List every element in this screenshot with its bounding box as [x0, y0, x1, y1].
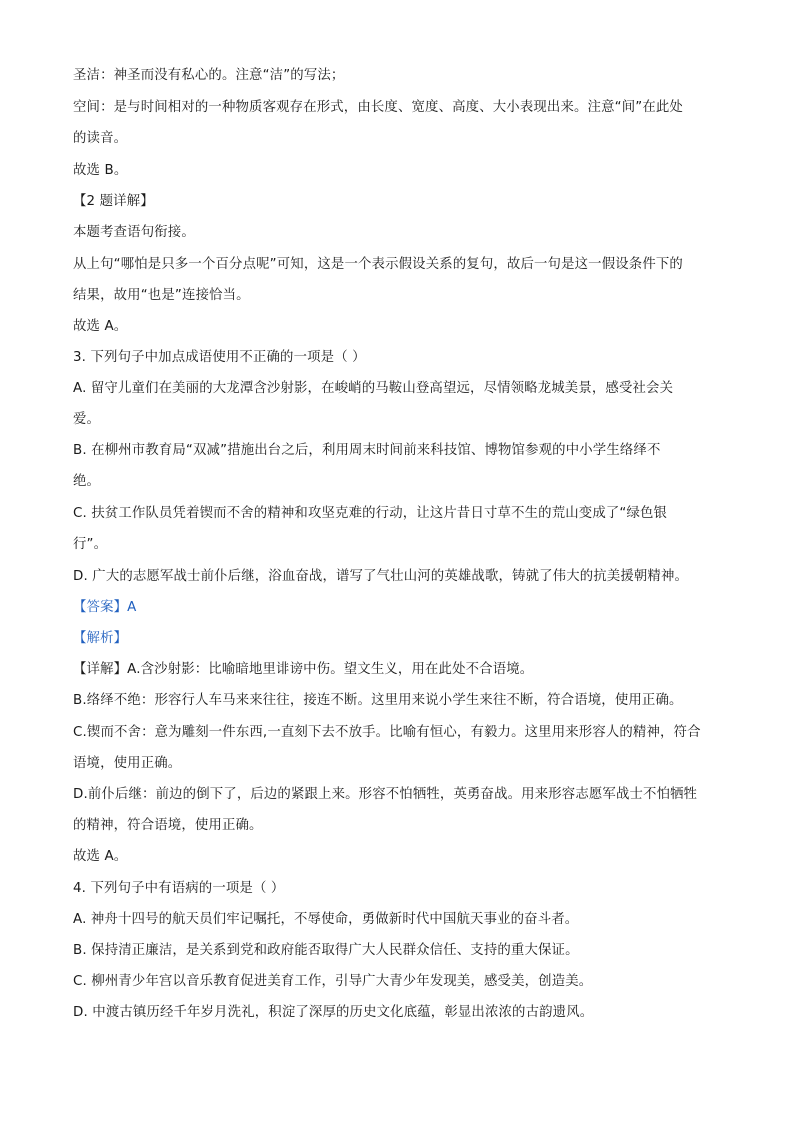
- option-b-continued: 绝。: [73, 474, 101, 489]
- option-d: D. 中渡古镇历经千年岁月洗礼，积淀了深厚的历史文化底蕴，彰显出浓浓的古韵遗风。: [73, 1005, 594, 1020]
- text-line: 空间：是与时间相对的一种物质客观存在形式，由长度、宽度、高度、大小表现出来。注意“间”在此处: [73, 100, 683, 115]
- text-line: 故选 B。: [73, 163, 128, 178]
- analysis-label: 【解析】: [73, 631, 128, 646]
- option-c: C. 柳州青少年宫以音乐教育促进美育工作，引导广大青少年发现美，感受美，创造美。: [73, 974, 593, 989]
- text-line: 本题考查语句衔接。: [73, 225, 195, 240]
- explanation-line: 的精神，符合语境，使用正确。: [73, 818, 263, 833]
- explanation-line: B.络绎不绝：形容行人车马来来往往，接连不断。这里用来说小学生来往不断，符合语境，使用正确。: [73, 693, 683, 708]
- option-a: A. 留守儿童们在美丽的大龙潭含沙射影，在峻峭的马鞍山登高望远，尽情领略龙城美景，感受社会关: [73, 381, 674, 396]
- option-a: A. 神舟十四号的航天员们牢记嘱托，不辱使命，勇做新时代中国航天事业的奋斗者。: [73, 912, 579, 927]
- section-heading: 【2 题详解】: [73, 194, 154, 209]
- explanation-line: 【详解】A.含沙射影：比喻暗地里诽谤中伤。望文生义，用在此处不合语境。: [73, 662, 534, 677]
- option-b: B. 保持清正廉洁，是关系到党和政府能否取得广大人民群众信任、支持的重大保证。: [73, 943, 579, 958]
- text-line: 圣洁：神圣而没有私心的。注意“洁”的写法；: [73, 68, 345, 83]
- answer-label: 【答案】A: [73, 600, 137, 615]
- option-b: B. 在柳州市教育局“双减”措施出台之后，利用周末时间前来科技馆、博物馆参观的中小学生络绎不: [73, 443, 661, 458]
- option-c: C. 扶贫工作队员凭着锲而不舍的精神和攻坚克难的行动，让这片昔日寸草不生的荒山变成了“绿色银: [73, 506, 668, 521]
- explanation-line: 语境，使用正确。: [73, 756, 182, 771]
- question-3-stem: 3. 下列句子中加点成语使用不正确的一项是（ ）: [73, 350, 366, 365]
- explanation-line: C.锲而不舍：意为雕刻一件东西,一直刻下去不放手。比喻有恒心，有毅力。这里用来形容人的精神，符合: [73, 725, 701, 740]
- text-line: 故选 A。: [73, 849, 128, 864]
- option-c-continued: 行”。: [73, 537, 108, 552]
- text-line: 故选 A。: [73, 319, 128, 334]
- question-4-stem: 4. 下列句子中有语病的一项是（ ）: [73, 881, 285, 896]
- text-line: 从上句“哪怕是只多一个百分点呢”可知，这是一个表示假设关系的复句，故后一句是这一假设条件下的: [73, 257, 683, 272]
- option-a-continued: 爱。: [73, 412, 101, 427]
- text-line: 结果，故用“也是”连接恰当。: [73, 288, 250, 303]
- explanation-line: D.前仆后继：前边的倒下了，后边的紧跟上来。形容不怕牺牲，英勇奋战。用来形容志愿军战士不怕牺牲: [73, 787, 698, 802]
- option-d: D. 广大的志愿军战士前仆后继，浴血奋战，谱写了气壮山河的英雄战歌，铸就了伟大的抗美援朝精神。: [73, 569, 689, 584]
- text-line: 的读音。: [73, 131, 128, 146]
